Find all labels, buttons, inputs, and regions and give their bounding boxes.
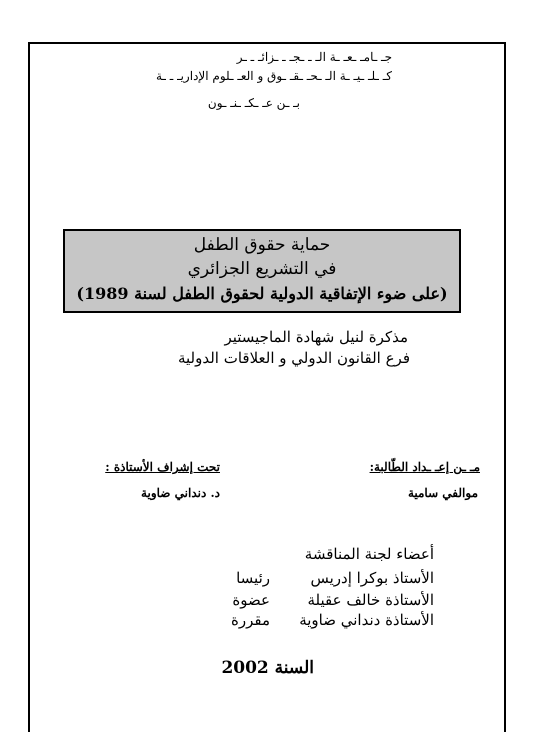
student-label: مـ ـن إعـ ـداد الطّالبة: [369, 460, 480, 474]
memo-purpose: مذكرة لنيل شهادة الماجيستير [224, 328, 408, 346]
title-line-1: حماية حقوق الطفل [193, 235, 331, 255]
supervisor-name: د. دنداني ضاوية [141, 486, 220, 500]
year-label: السنة 2002 [221, 658, 314, 678]
supervisor-label: تحت إشراف الأستاذة : [105, 460, 220, 474]
committee-member-name: الأستاذة خالف عقيلة [307, 591, 434, 609]
memo-branch: فرع القانون الدولي و العلاقات الدولية [177, 349, 410, 367]
university-name: جـ ـامـ ـعـ ـة الـ ـ ـجـ ـ ـزائـ ـ ـر [236, 50, 392, 64]
title-line-2: في التشريع الجزائري [187, 259, 337, 279]
committee-member-name: الأستاذ بوكرا إدريس [310, 569, 434, 587]
title-box [63, 229, 461, 313]
committee-member-role: رئيسا [236, 569, 270, 587]
committee-member-role: عضوة [232, 591, 270, 609]
committee-member-role: مقررة [230, 611, 270, 629]
student-name: موالفي سامية [407, 486, 478, 500]
faculty-name: كـ ـلـ ـيـ ـة الـ ـحـ ـقـ ـوق و العـ ـلوم الإداريـ ـ ـة [155, 69, 392, 83]
committee-member-name: الأستاذة دنداني ضاوية [299, 611, 434, 629]
title-line-3: (على ضوء الإتفاقية الدولية لحقوق الطفل لسنة 1989) [76, 284, 448, 303]
campus-name: بـ ـن عـ ـكـ ـنـ ـون [207, 96, 300, 110]
committee-heading: أعضاء لجنة المناقشة [304, 545, 434, 563]
